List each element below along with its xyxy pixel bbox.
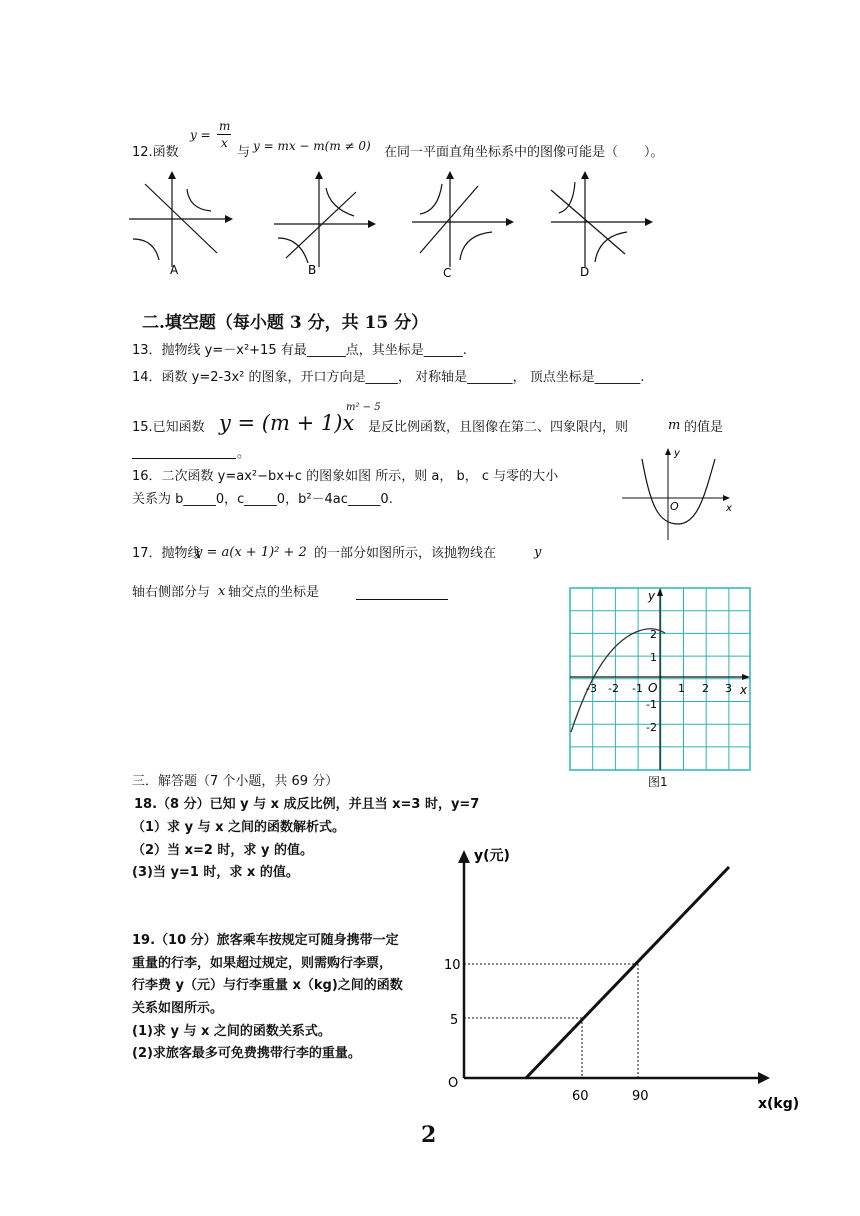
- x-axis-arrow: [506, 218, 514, 226]
- q16-line2: 关系为 b_____0，c_____0，b²－4ac_____0.: [132, 492, 393, 507]
- q18-line4: (3)当 y=1 时，求 x 的值。: [132, 865, 299, 880]
- option-label: B: [308, 263, 317, 277]
- q17-middle: 的一部分如图所示，该抛物线在: [314, 546, 497, 561]
- q19-fee-graph: [440, 840, 800, 1120]
- hyperbola-q2: [420, 184, 442, 214]
- q17-grid-graph: [568, 586, 754, 774]
- q15-suffix: 的值是: [684, 420, 724, 435]
- x-tick-label: -3: [586, 682, 597, 695]
- q12-suffix: 在同一平面直角坐标系中的图像可能是（ ）。: [384, 145, 664, 160]
- x-tick-label: 1: [678, 682, 685, 695]
- q12-frac-bar: [217, 134, 231, 135]
- q15-exponent: m² − 5: [346, 402, 381, 413]
- q12-frac-lhs: y =: [190, 128, 211, 142]
- q12-prefix: 12.函数: [132, 145, 179, 160]
- line: [420, 186, 478, 253]
- q14-text: 14．函数 y=2-3x² 的图象，开口方向是_____， 对称轴是_______， 顶点坐标是_______.: [132, 370, 645, 385]
- q12-option-b-graph: [268, 168, 378, 280]
- q18-line2: （1）求 y 与 x 之间的函数解析式。: [132, 820, 346, 835]
- option-label: A: [170, 263, 179, 277]
- q18-line1: 18.（8 分）已知 y 与 x 成反比例，并且当 x=3 时，y=7: [134, 797, 480, 812]
- y-tick-label: 10: [444, 958, 461, 973]
- origin-label: O: [448, 1076, 459, 1091]
- y-axis-arrow: [315, 171, 323, 179]
- q16-parabola-graph: [620, 444, 740, 544]
- x-axis-arrow: [723, 495, 730, 501]
- q17-formula: y = a(x + 1)² + 2: [195, 545, 307, 560]
- y-axis-arrow: [446, 171, 454, 179]
- x-axis-arrow: [758, 1072, 770, 1084]
- q15-answer-blank[interactable]: [132, 458, 236, 459]
- line: [286, 192, 356, 258]
- hyperbola-q1: [326, 188, 354, 216]
- y-axis-label: y: [648, 589, 656, 603]
- x-tick-label: -1: [632, 682, 643, 695]
- q13-text: 13．抛物线 y=－x²+15 有最______点，其坐标是______.: [132, 343, 467, 358]
- q17-line2-b: 轴交点的坐标是: [228, 585, 320, 600]
- option-label: C: [443, 266, 452, 280]
- y-axis-arrow: [458, 850, 470, 863]
- parabola: [642, 459, 715, 524]
- q18-line3: （2）当 x=2 时，求 y 的值。: [132, 843, 313, 858]
- y-tick-label: 5: [450, 1013, 459, 1028]
- q15-end: 。: [237, 446, 251, 461]
- q15-prefix: 15.已知函数: [132, 420, 205, 435]
- x-tick-label: 60: [572, 1089, 589, 1104]
- q17-figure-caption: 图1: [648, 775, 668, 789]
- q17-line2-a: 轴右侧部分与: [132, 585, 211, 600]
- x-axis-label: x: [726, 503, 732, 514]
- q19-line3: 行李费 y（元）与行李重量 x（kg)之间的函数: [132, 978, 403, 993]
- q12-option-d-graph: [545, 168, 655, 280]
- hyperbola-q1: [187, 189, 211, 211]
- x-axis-arrow: [368, 220, 376, 228]
- origin-label: O: [670, 500, 679, 513]
- origin-label: O: [648, 681, 658, 695]
- q16-line1: 16．二次函数 y=ax²−bx+c 的图象如图 所示，则 a， b， c 与零的大小: [132, 469, 559, 484]
- y-axis-label: y(元): [474, 848, 510, 864]
- section2-title: 二.填空题（每小题 3 分，共 15 分）: [142, 313, 429, 333]
- q15-middle: 是反比例函数，且图像在第二、四象限内，则: [368, 420, 629, 435]
- q12-and: 与: [237, 145, 251, 160]
- x-tick-label: 2: [702, 682, 709, 695]
- q19-line2: 重量的行李，如果超过规定，则需购行李票，: [132, 956, 393, 971]
- option-label: D: [580, 265, 590, 279]
- page-number: 2: [421, 1122, 437, 1148]
- x-axis-arrow: [225, 215, 233, 223]
- y-axis-arrow: [581, 171, 589, 179]
- y-tick-label: 1: [650, 651, 657, 664]
- y-axis-label: y: [674, 448, 680, 459]
- q19-line4: 关系如图所示。: [132, 1001, 224, 1016]
- q19-line5: (1)求 y 与 x 之间的函数关系式。: [132, 1024, 331, 1039]
- q17-answer-blank[interactable]: [356, 599, 448, 600]
- hyperbola-q4: [595, 232, 627, 262]
- q12-frac-den: x: [221, 136, 228, 150]
- q12-func2: y = mx − m(m ≠ 0): [253, 139, 371, 153]
- q17-xvar: x: [218, 584, 226, 599]
- x-axis-label: x: [740, 683, 748, 697]
- x-tick-label: -2: [608, 682, 619, 695]
- hyperbola-q4: [460, 232, 492, 260]
- q12-option-a-graph: [125, 168, 235, 280]
- section3-title: 三．解答题（7 个小题，共 69 分）: [132, 774, 339, 789]
- y-tick-label: 2: [650, 628, 657, 641]
- x-axis-label: x(kg): [758, 1096, 800, 1112]
- q12-frac-num: m: [219, 119, 231, 133]
- x-tick-label: 90: [632, 1089, 649, 1104]
- q15-formula: y = (m + 1)x: [219, 411, 355, 435]
- y-tick-label: -1: [646, 698, 657, 711]
- q15-var: m: [668, 418, 681, 433]
- hyperbola-q3: [133, 239, 159, 260]
- q19-line1: 19.（10 分）旅客乘车按规定可随身携带一定: [132, 933, 399, 948]
- fee-line: [526, 867, 729, 1078]
- y-axis-arrow: [657, 588, 663, 596]
- x-axis-arrow: [645, 218, 653, 226]
- x-tick-label: 3: [725, 682, 732, 695]
- y-axis-arrow: [665, 448, 671, 455]
- y-tick-label: -2: [646, 721, 657, 734]
- q17-yvar: y: [534, 545, 542, 560]
- q17-prefix: 17．抛物线: [132, 546, 201, 561]
- q19-line6: (2)求旅客最多可免费携带行李的重量。: [132, 1046, 361, 1061]
- y-axis-arrow: [168, 171, 176, 179]
- q12-option-c-graph: [408, 168, 518, 280]
